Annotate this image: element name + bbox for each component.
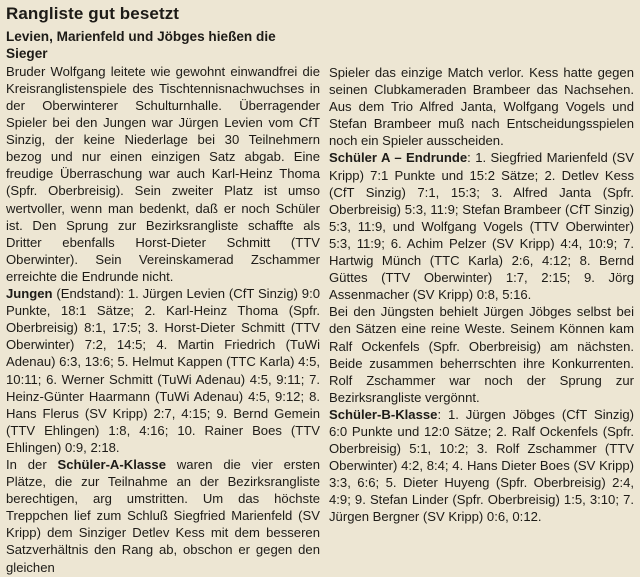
endrunde-text: : 1. Siegfried Marienfeld (SV Kripp) 7:1 Punkte und 15:2 Sätze; 2. Detlev Kess (CfT Sinzig) 7:1, 15:3; 3. Alfred Janta (Spfr. Oberbreisig) 5:3, 11:9; Stefan Brambeer (CfT Sinzig) 5:3, 11:9, und Wolfgang Vogels (TTV Oberwinter) 5:3, 11:9; 6. Achim Pelzer (SV Kripp) 4:4, 10:9; 7. Hartwig Münch (TTC Karla) 2:6, 4:12; 8. Bernd Güttes (TTV Oberwinter) 1:7, 2:15; 9. Jörg Assenmacher (SV Kripp) 0:8, 5:16.: [329, 150, 634, 303]
schueler-b-paragraph: [329, 406, 634, 526]
jungen-results-text: (Endstand): 1. Jürgen Levien (CfT Sinzig) 9:0 Punkte, 18:1 Sätze; 2. Karl-Heinz Thoma (Spfr. Oberbreisig) 8:1, 17:5; 3. Horst-Dieter Schmitt (TTV Oberwinter) 7:2, 14:5; 4. Martin Friedrich (TuWi Adenau) 6:3, 13:6; 5. Helmut Kappen (TTC Karla) 4:5, 10:11; 6. Werner Schmitt (TuWi Adenau) 4:5, 9:11; 7. Heinz-Günter Haarmann (TuWi Adenau) 4:5, 9:12; 8. Hans Flerus (SV Kripp) 2:7, 4:15; 9. Bernd Gemein (TTV Ehlingen) 1:8, 4:16; 10. Rainer Boes (TTV Ehlingen) 0:9, 2:18.: [6, 286, 320, 455]
subheadline: Levien, Marienfeld und Jöbges hießen die Sieger: [6, 29, 276, 62]
endrunde-label: Schüler A – Endrunde: [329, 150, 468, 166]
schueler-a-pre: In der: [6, 456, 58, 472]
left-column: [6, 28, 320, 576]
schueler-a-label: Schüler-A-Klasse: [57, 456, 166, 472]
schueler-a-text: waren die vier ersten Plätze, die zur Teilnahme an der Bezirksrangliste berechtigen, arg umstritten. Um das höchste Treppchen lief zum Schluß Siegfried Marienfeld (SV Kripp) dem Sinziger Detlev Kess mit dem besseren Satzverhältnis den Rang ab, obschon er gegen den gleichen: [6, 456, 320, 575]
endrunde-paragraph: [329, 149, 634, 303]
continuation-paragraph: Spieler das einzige Match verlor. Kess hatte gegen seinen Clubkameraden Brambeer das Nachsehen. Aus dem Trio Alfred Janta, Wolfgang Vogels und Stefan Brambeer muß nach Entscheidungsspielen noch ein Spieler ausscheiden.: [329, 65, 634, 149]
right-column: [329, 64, 634, 526]
schueler-b-label: Schüler-B-Klasse: [329, 406, 438, 422]
schueler-a-paragraph: [6, 456, 320, 576]
juengsten-paragraph: Bei den Jüngsten behielt Jürgen Jöbges selbst bei den Sätzen eine reine Weste. Seinem Können kam Ralf Ockenfels (Spfr. Oberbreisig) am nächsten. Beide zusammen beherrschten ihre Konkurrenten. Rolf Zschammer war noch der Sprung zur Bezirksrangliste vergönnt.: [329, 304, 634, 405]
intro-paragraph: Bruder Wolfgang leitete wie gewohnt einwandfrei die Kreisranglistenspiele des Tischtennisnachwuchses in der Oberwinterer Schulturnhalle. Überragender Spieler bei den Jungen war Jürgen Levien vom CfT Sinzig, der keine Niederlage bei 30 Teilnehmern bezog und nur einen einzigen Satz abgab. Eine freudige Überraschung war auch Karl-Heinz Thoma (Spfr. Oberbreisig). Sein zweiter Platz ist umso wertvoller, wenn man bedenkt, daß er noch Schüler ist. Den Sprung zur Bezirksrangliste schaffte als Dritter ebenfalls Horst-Dieter Schmitt (TTV Oberwinter). Sein Vereinskamerad Zschammer erreichte die Endrunde nicht.: [6, 63, 320, 284]
jungen-label: Jungen: [6, 286, 53, 302]
jungen-results-paragraph: [6, 285, 320, 456]
headline: Rangliste gut besetzt: [6, 4, 180, 23]
schueler-b-text: : 1. Jürgen Jöbges (CfT Sinzig) 6:0 Punkte und 12:0 Sätze; 2. Ralf Ockenfels (Spfr. Oberbreisig) 5:1, 10:2; 3. Rolf Zschammer (TTV Oberwinter) 4:2, 8:4; 4. Hans Dieter Boes (SV Kripp) 3:3, 6:6; 5. Dieter Huyeng (Spfr. Oberbreisig) 2:4, 4:9; 9. Stefan Linder (Spfr. Oberbreisig) 1:5, 3:10; 7. Jürgen Bergner (SV Kripp) 0:6, 0:12.: [329, 406, 634, 525]
